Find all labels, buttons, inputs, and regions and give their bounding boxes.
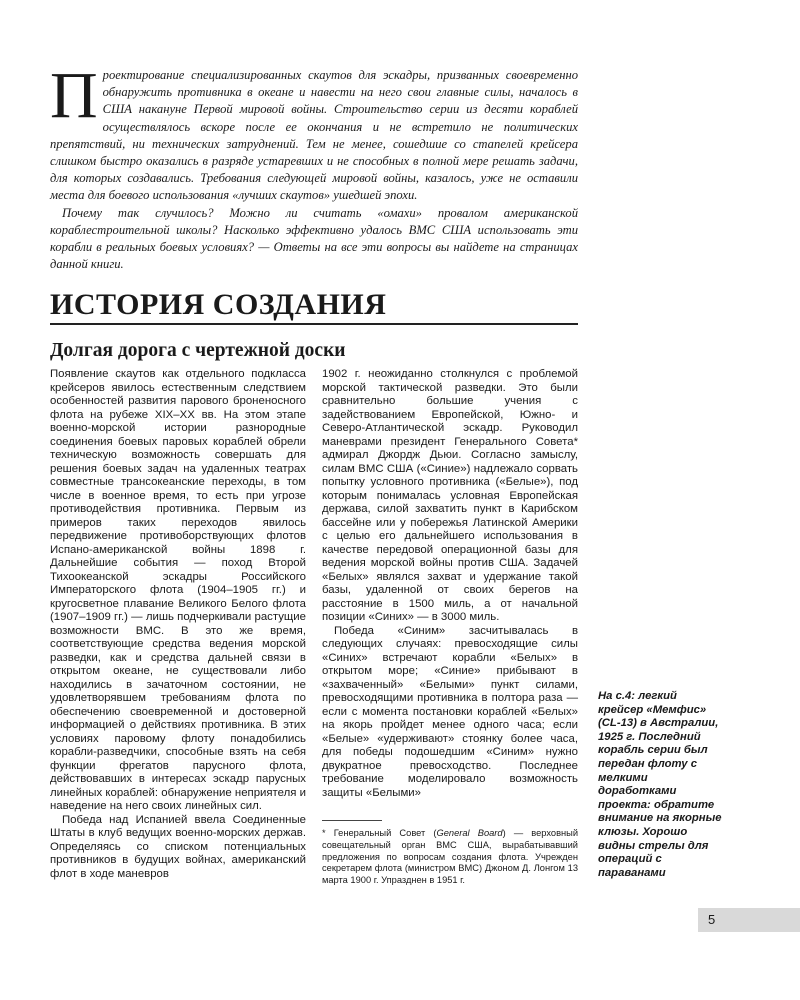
column1-paragraph-1: Появление скаутов как отдельного подкласса крейсеров явилось естественным следствием особенностей развития парового броненосного флота на рубеже XIX–XX вв. На этом этапе военно-морской истории разнородные соединения боевых паровых кораблей обрели техническую возможность совершать для решения боевых задач на удаленных театрах совместные трансокеанские переходы, в том числе в военное время, то есть при угрозе противодействия противника. Первым из примеров таких переходов явилось передвижение противоборствующих флотов Испано-американской войны 1898 г. Дальнейшие события — поход Второй Тихоокеанской эскадры Российского Императорского флота (1904–1905 гг.) и кругосветное плавание Великого Белого флота (1907–1909 гг.) — лишь подчеркивали растущие возможности ВМС. В это же время, соответствующие средства ведения морской разведки, как и средства дальней связи в открытом океане, не существовали либо находились в зачаточном состоянии, не удовлетворявшем требованиям флота по обеспечению своевременной и достоверной информацией о действиях противника. В этих условиях паровому флоту понадобились корабли-разведчики, способные взять на себя функции фрегатов парусного флота, действовавших в интересах эскадр парусных линейных кораблей: обнаружение неприятеля и наведение на него своих линейных сил. [50, 368, 306, 812]
footnote [322, 828, 578, 887]
page-number-box [698, 908, 800, 932]
photo-caption: На с.4: легкий крейсер «Мемфис» (CL-13) в Австралии, 1925 г. Последний корабль серии был передан флоту с мелкими доработками проекта: обратите внимание на якорные клюзы. Хорошо видны стрелы для операций с параванами [598, 690, 722, 879]
section-title: ИСТОРИЯ СОЗДАНИЯ [50, 288, 387, 321]
intro-block [50, 59, 578, 273]
subsection-title: Долгая дорога с чертежной доски [50, 340, 346, 361]
body-column-1 [50, 368, 306, 881]
footnote-lead: * Генеральный Совет ( [322, 828, 437, 838]
column1-paragraph-2: Победа над Испанией ввела Соединенные Штаты в клуб ведущих военно-морских держав. Определяясь со списком потенциальных противников в будущих войнах, американский флот в ходе маневров [50, 813, 306, 880]
column2-paragraph-1: 1902 г. неожиданно столкнулся с проблемой морской тактической разведки. Это были сравнительно большие учения с задействованием Европейской, Южно- и Северо-Атлантической эскадр. Руководил маневрами президент Генерального Совета* адмирал Джордж Дьюи. Согласно замыслу, силам ВМС США («Синие») надлежало сорвать попытку условного противника («Белые»), под которым понималась условная Европейская держава, силой захватить пункт в Карибском бассейне или у побережья Латинской Америки с целью его дальнейшего использования в качестве передовой операционной базы для ведения морской войны против США. Задачей «Белых» являлся захват и удержание такой базы, удаленной от своих берегов на расстояние в 1500 миль, а от начальной позиции «Синих» — в 3000 миль. [322, 368, 578, 623]
section-divider [50, 323, 578, 325]
intro-paragraph-2: Почему так случилось? Можно ли считать «омахи» провалом американской кораблестроительной школы? Насколько эффективно удалось ВМС США использовать эти корабли в реальных боевых условиях? — Ответы на все эти вопросы вы найдете на страницах данной книги. [50, 205, 578, 272]
intro-paragraph-1-text: роектирование специализированных скаутов для эскадры, призванных своевременно обнаружить противника в океане и навести на него свои главные силы, началось в США накануне Первой мировой войны. Строительство серии из десяти кораблей осуществлялось вскоре после ее окончания и не встретило не политических препятствий, ни технических затруднений. Тем не менее, сошедшие со стапелей крейсера слишком быстро оказались в разряде устаревших и не способных в полной мере решать задачи, для которых создавались. Требования следующей мировой войны, казалось, уже не оставили места для боевого использования «лучших скаутов» ушедшей эпохи. [50, 68, 578, 203]
intro-paragraph-1 [50, 59, 578, 205]
body-column-2 [322, 368, 578, 800]
footnote-divider [322, 820, 382, 821]
column2-paragraph-2: Победа «Синим» засчитывалась в следующих случаях: превосходящие силы «Синих» встречают корабли «Белых» в открытом море; «Синие» прибывают в «захваченный» «Белыми» пункт силами, превосходящими противника в полтора раза — если с момента постановки кораблей «Белых» на якорь пройдет менее одного часа; если «Белые» «удерживают» стоянку более часа, для победы подошедшим «Синим» нужно двукратное превосходство. Последнее требование моделировало возможность защиты «Белыми» [322, 624, 578, 799]
footnote-term: General Board [436, 828, 503, 838]
page-number: 5 [708, 912, 716, 927]
drop-cap: П [50, 59, 98, 132]
footnote-rest: ) — верховный совещательный орган ВМС США, вырабатывавший предложения по вопросам создания флота. Учрежден секретарем флота (министром ВМС) Джоном Д. Лонгом 13 марта 1900 г. Упразднен в 1951 г. [322, 828, 579, 886]
